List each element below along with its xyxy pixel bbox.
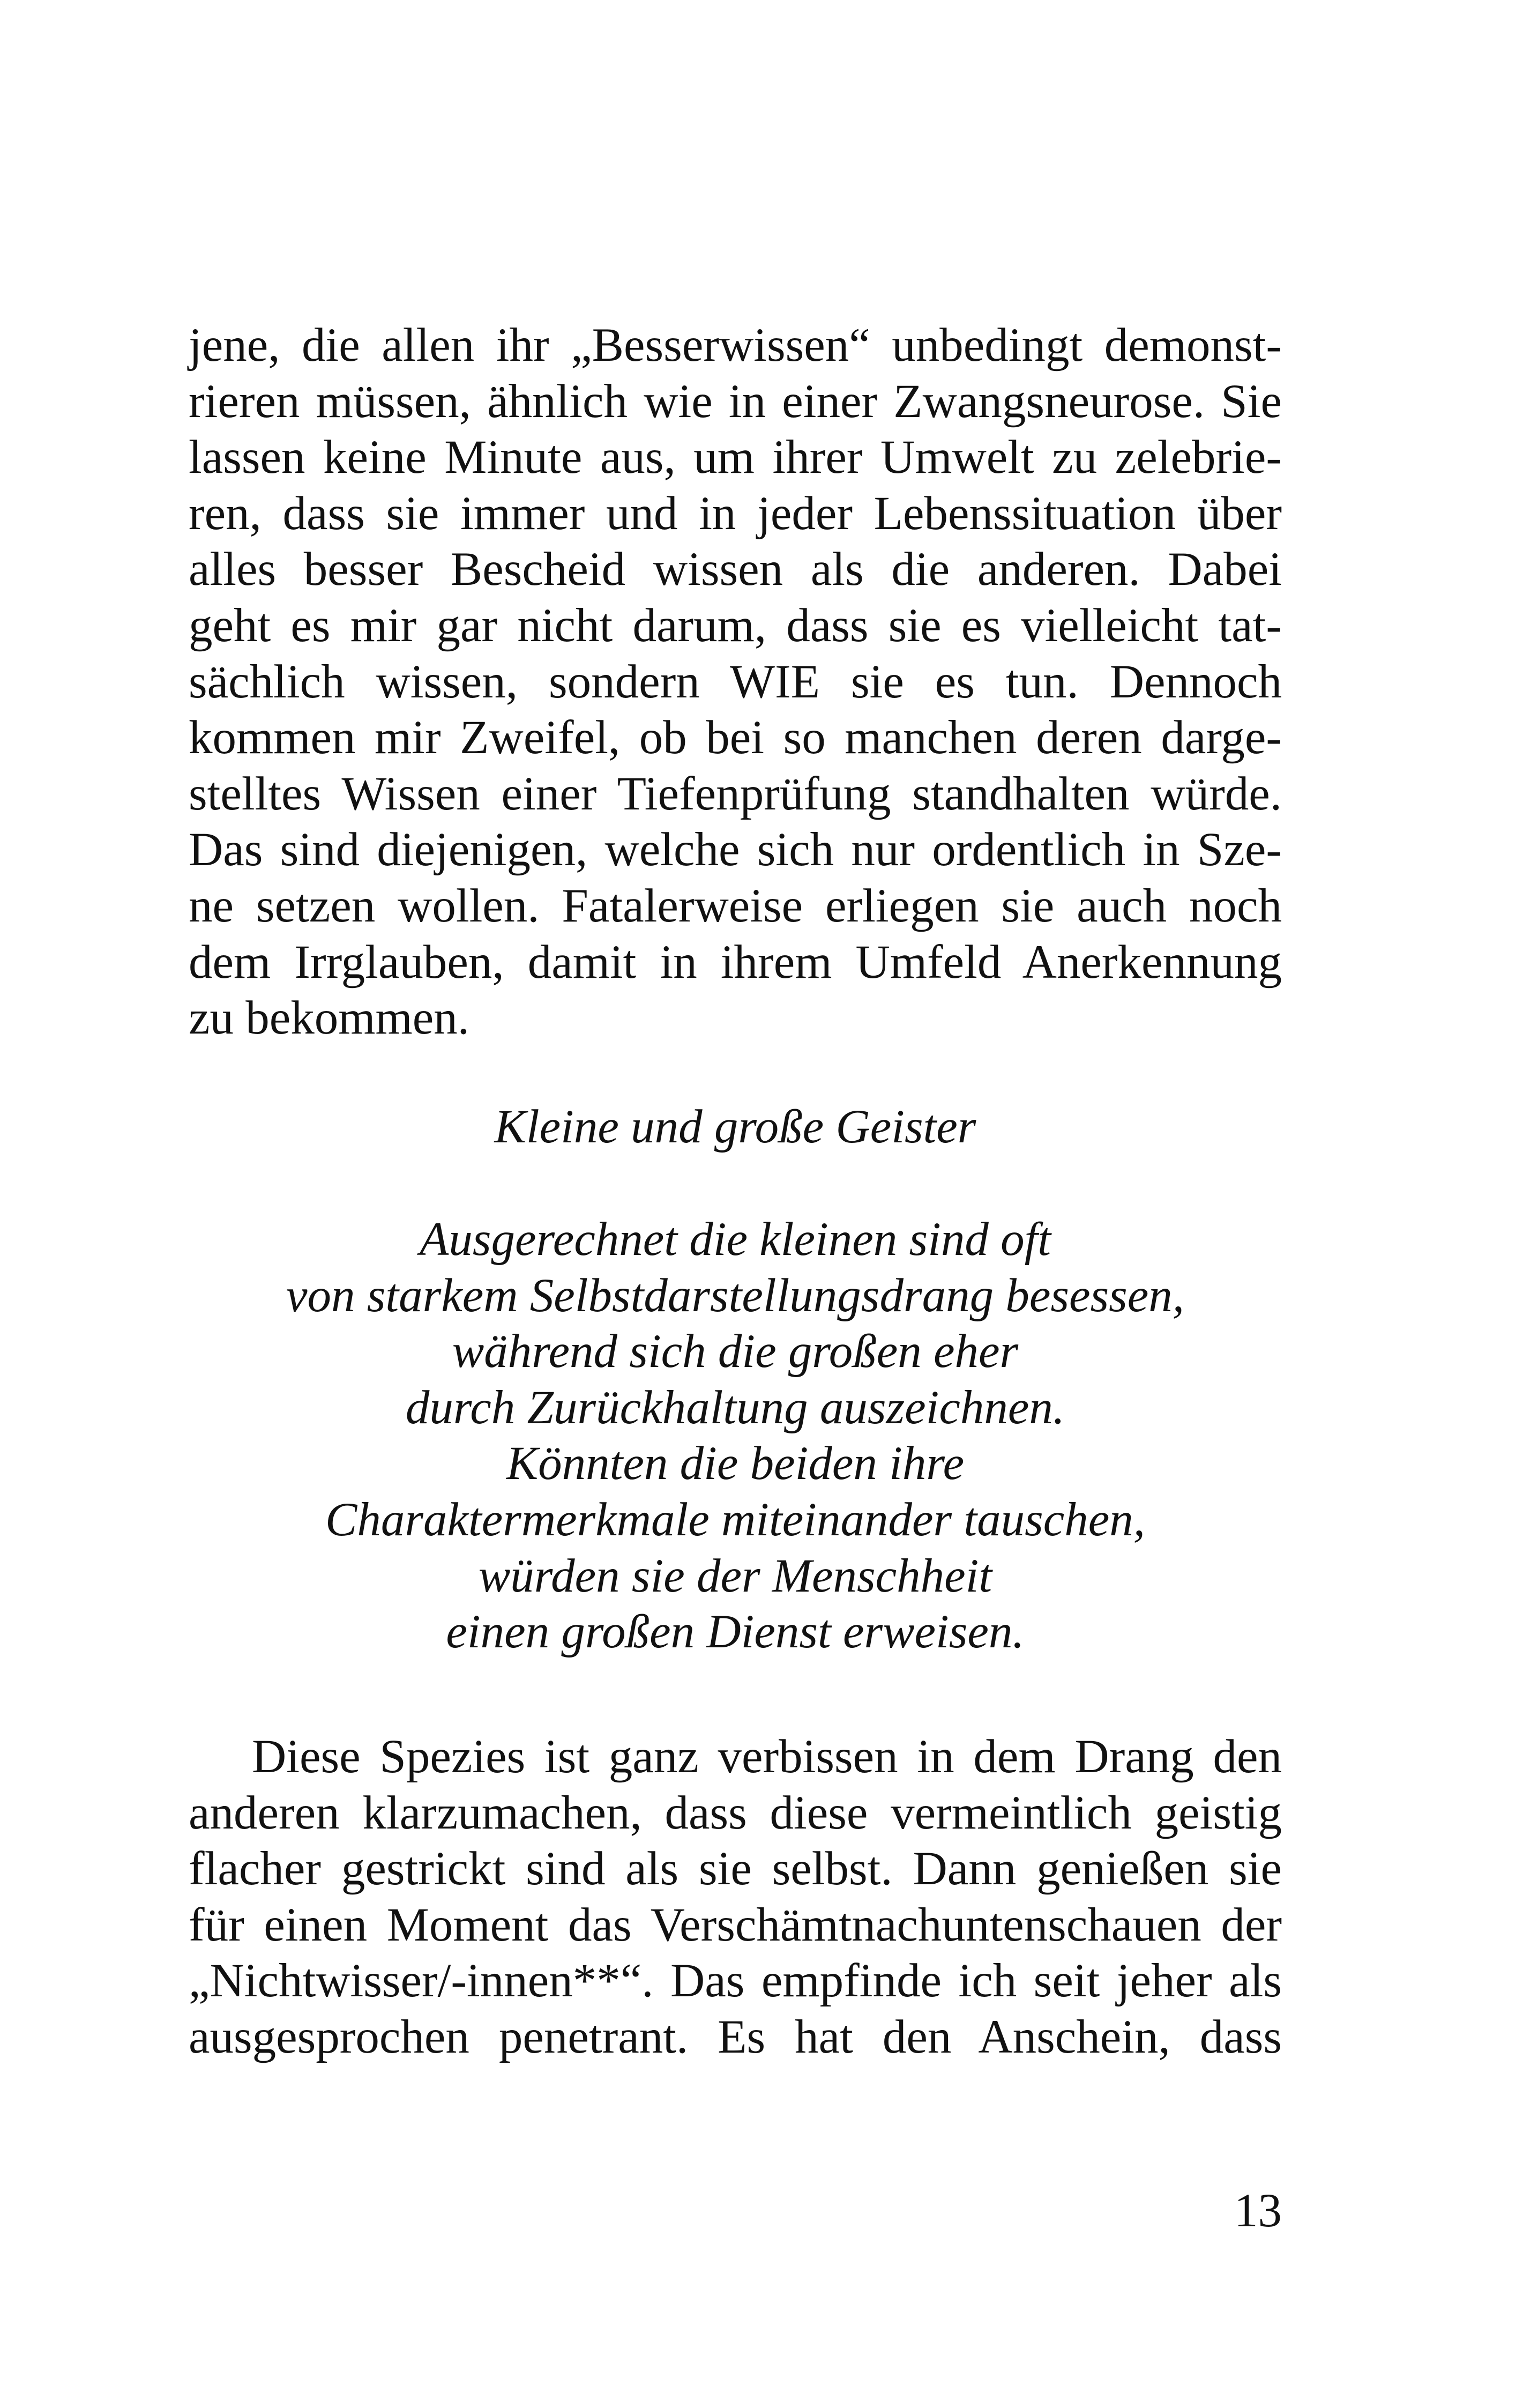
poem-line: Könnten die beiden ihre: [506, 1437, 965, 1490]
poem-line: von starkem Selbstdarstellungsdrang besessen,: [286, 1269, 1184, 1322]
text-line: rieren müssen, ähnlich wie in einer Zwangsneurose. Sie: [189, 375, 1282, 428]
text-line: „Nichtwisser/-innen**“. Das empfinde ich seit jeher als: [189, 1954, 1282, 2008]
poem-line: während sich die großen eher: [452, 1325, 1019, 1378]
poem-line: durch Zurückhaltung auszeichnen.: [405, 1381, 1065, 1434]
text-line: anderen klarzumachen, dass diese vermeintlich geistig: [189, 1786, 1282, 1839]
text-line: Diese Spezies ist ganz verbissen in dem Drang den: [252, 1730, 1282, 1783]
text-line: sächlich wissen, sondern WIE sie es tun. Dennoch: [189, 655, 1282, 708]
text-line: dem Irrglauben, damit in ihrem Umfeld Anerkennung: [189, 935, 1282, 989]
page-number: 13: [1234, 2184, 1282, 2237]
text-line: kommen mir Zweifel, ob bei so manchen deren darge-: [189, 711, 1282, 764]
text-line: geht es mir gar nicht darum, dass sie es vielleicht tat-: [189, 599, 1282, 652]
text-line: ausgesprochen penetrant. Es hat den Anschein, dass: [189, 2010, 1282, 2063]
text-line: ren, dass sie immer und in jeder Lebenssituation über: [189, 487, 1282, 540]
text-line: jene, die allen ihr „Besserwissen“ unbedingt demonst-: [189, 319, 1282, 371]
text-line: für einen Moment das Verschämtnachuntenschauen der: [189, 1898, 1282, 1951]
body-paragraph-1: [189, 317, 1282, 1046]
text-line: alles besser Bescheid wissen als die anderen. Dabei: [189, 543, 1282, 596]
text-line: flacher gestrickt sind als sie selbst. Dann genießen sie: [189, 1842, 1282, 1896]
body-paragraph-2: [189, 1729, 1282, 2065]
text-line: Das sind diejenigen, welche sich nur ordentlich in Sze-: [189, 823, 1282, 876]
poem-line: Charaktermerkmale miteinander tauschen,: [325, 1493, 1145, 1546]
poem-title-block: [189, 1099, 1282, 1155]
poem-line: würden sie der Menschheit: [478, 1549, 992, 1602]
poem-line: einen großen Dienst erweisen.: [446, 1606, 1025, 1659]
text-line: lassen keine Minute aus, um ihrer Umwelt zu zelebrie-: [189, 431, 1282, 484]
text-line: stelltes Wissen einer Tiefenprüfung standhalten würde.: [189, 767, 1282, 820]
poem-line: Ausgerechnet die kleinen sind oft: [419, 1213, 1051, 1266]
poem-title: Kleine und große Geister: [494, 1101, 976, 1153]
poem-body: [189, 1212, 1282, 1660]
text-line: ne setzen wollen. Fatalerweise erliegen sie auch noch: [189, 879, 1282, 932]
text-line: zu bekommen.: [189, 992, 469, 1045]
